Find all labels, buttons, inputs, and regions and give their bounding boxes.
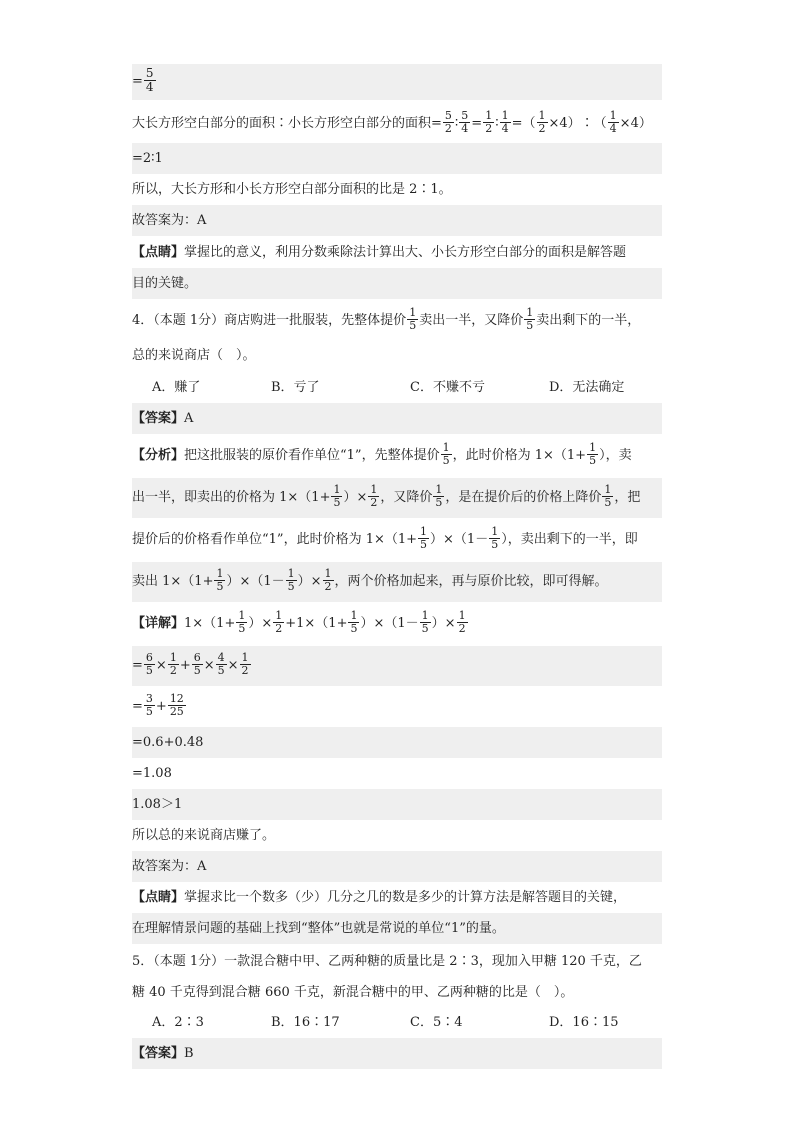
fraction: $\frac{12}{25}$ [169, 692, 184, 718]
fraction: $\frac{1}{2}$ [370, 483, 378, 509]
question-5-options [132, 1007, 662, 1038]
detail-line-4: =0.6+0.48 [132, 727, 662, 758]
fraction: $\frac{1}{5}$ [350, 609, 358, 635]
dianjing-label: 【点睛】 [132, 245, 185, 260]
option-a: A．2∶3 [152, 1015, 204, 1030]
fraction: $\frac{3}{5}$ [145, 692, 153, 718]
solution-line-3: 所以，大长方形和小长方形空白部分面积的比是 2∶1。 [132, 182, 452, 197]
fraction: $\frac{1}{5}$ [526, 306, 534, 332]
dianjing-q4-line-2: 在理解情景问题的基础上找到“整体”也就是常说的单位“1”的量。 [132, 913, 662, 944]
fraction: $\frac{1}{2}$ [324, 567, 332, 593]
detail-line-1: 【详解】1×（1+ $\frac{1}{5}$ ）× $\frac{1}{2}$ +1×（1+ $\frac{1}{5}$ ）×（1－ $\frac{1}{5}$ ）× $\frac{1}{2}$ [132, 609, 466, 635]
analysis-line-3: 提价后的价格看作单位“1”，此时价格为 1×（1+ $\frac{1}{5}$ ）×（1－ $\frac{1}{5}$ ），卖出剩下的一半，即 [132, 525, 638, 551]
question-5-answer [132, 1038, 662, 1069]
fraction: $\frac{1}{2}$ [538, 109, 546, 135]
question-5-stem-2: 糖 40 千克得到混合糖 660 千克，新混合糖中的甲、乙两种糖的比是（ ）。 [132, 985, 574, 1000]
equals-sign: = [132, 74, 143, 89]
answer-value: B [184, 1046, 194, 1061]
option-d: D．无法确定 [549, 380, 625, 395]
solution-line-0 [132, 64, 662, 100]
dianjing-line-1: 【点睛】掌握比的意义，利用分数乘除法计算出大、小长方形空白部分的面积是解答题 [132, 245, 627, 260]
dianjing-line-2: 目的关键。 [132, 268, 662, 299]
dianjing-label: 【点睛】 [132, 890, 185, 905]
detail-line-8: 故答案为：A [132, 851, 662, 882]
detail-line-6: 1.08＞1 [132, 789, 662, 820]
fraction: $\frac{1}{5}$ [333, 483, 341, 509]
detail-line-5: =1.08 [132, 766, 172, 781]
ratio-statement: 大长方形空白部分的面积∶小长方形空白部分的面积= [132, 116, 442, 131]
question-4-stem-2: 总的来说商店（ ）。 [132, 348, 256, 363]
answer-label: 【答案】 [132, 411, 185, 426]
fraction: $\frac{4}{5}$ [217, 651, 225, 677]
fraction: $\frac{1}{5}$ [238, 609, 246, 635]
fraction: $\frac{1}{5}$ [435, 483, 443, 509]
question-4-stem-1: 4．（本题 1分）商店购进一批服装，先整体提价 $\frac{1}{5}$ 卖出一半，又降价 $\frac{1}{5}$ 卖出剩下的一半， [132, 306, 641, 332]
fraction: $\frac{1}{5}$ [442, 441, 450, 467]
question-4-answer [132, 403, 662, 434]
analysis-line-2: 出一半，即卖出的价格为 1×（1+ $\frac{1}{5}$ ）× $\frac{1}{2}$ ，又降价 $\frac{1}{5}$ ，是在提价后的价格上降价 $\frac{1}{5}$ ，把 [132, 478, 662, 518]
fraction: $\frac{6}{5}$ [193, 651, 201, 677]
fraction: $\frac{1}{5}$ [491, 525, 499, 551]
detail-label: 【详解】 [132, 616, 185, 631]
fraction: $\frac{1}{2}$ [241, 651, 249, 677]
option-d: D．16∶15 [549, 1015, 619, 1030]
fraction: $\frac{1}{5}$ [421, 609, 429, 635]
fraction: $\frac{1}{5}$ [287, 567, 295, 593]
fraction: $\frac{1}{5}$ [604, 483, 612, 509]
solution-line-2: =2∶1 [132, 143, 662, 174]
dianjing-q4-line-1: 【点睛】掌握求比一个数多（少）几分之几的数是多少的计算方法是解答题目的关键， [132, 890, 627, 905]
question-5-stem-1: 5．（本题 1分）一款混合糖中甲、乙两种糖的质量比是 2∶3，现加入甲糖 120 千克，乙 [132, 954, 642, 969]
option-b: B．亏了 [271, 380, 320, 395]
fraction: $\frac{5}{4}$ [145, 66, 154, 94]
analysis-line-1: 【分析】把这批服装的原价看作单位“1”，先整体提价 $\frac{1}{5}$ ，此时价格为 1×（1+ $\frac{1}{5}$ ），卖 [132, 441, 632, 467]
option-c: C．5∶4 [410, 1015, 463, 1030]
fraction: $\frac{5}{2}$ [444, 109, 452, 135]
fraction: $\frac{1}{4}$ [501, 109, 509, 135]
fraction: $\frac{1}{5}$ [216, 567, 224, 593]
fraction: $\frac{1}{5}$ [409, 306, 417, 332]
fraction: $\frac{1}{2}$ [275, 609, 283, 635]
option-b: B．16∶17 [271, 1015, 340, 1030]
option-c: C．不赚不亏 [410, 380, 485, 395]
fraction: $\frac{5}{4}$ [461, 109, 469, 135]
answer-value: A [184, 411, 194, 426]
question-4-options [132, 372, 662, 403]
fraction: $\frac{1}{5}$ [420, 525, 428, 551]
fraction: $\frac{1}{2}$ [169, 651, 177, 677]
detail-line-3: = $\frac{3}{5}$ + $\frac{12}{25}$ [132, 692, 184, 718]
solution-line-4: 故答案为：A [132, 205, 662, 236]
analysis-label: 【分析】 [132, 448, 185, 463]
detail-line-7: 所以总的来说商店赚了。 [132, 828, 276, 843]
fraction: $\frac{1}{5}$ [589, 441, 597, 467]
fraction: $\frac{6}{5}$ [145, 651, 153, 677]
fraction: $\frac{1}{2}$ [485, 109, 493, 135]
detail-line-2: = $\frac{6}{5}$ × $\frac{1}{2}$ + $\frac{6}{5}$ × $\frac{4}{5}$ × $\frac{1}{2}$ [132, 646, 662, 686]
option-a: A．赚了 [152, 380, 201, 395]
analysis-line-4: 卖出 1×（1+ $\frac{1}{5}$ ）×（1－ $\frac{1}{5}$ ）× $\frac{1}{2}$ ，两个价格加起来，再与原价比较，即可得解。 [132, 562, 662, 602]
fraction: $\frac{1}{2}$ [458, 609, 466, 635]
answer-label: 【答案】 [132, 1046, 185, 1061]
solution-line-1: 大长方形空白部分的面积∶小长方形空白部分的面积= $\frac{5}{2}$ ∶ $\frac{5}{4}$ = $\frac{1}{2}$ ∶ $\frac{1}{4}$ =（ $\frac{1}{2}$ ×4）∶（ $\frac{1}{4}$ ×4） [132, 109, 652, 135]
fraction: $\frac{1}{4}$ [609, 109, 617, 135]
